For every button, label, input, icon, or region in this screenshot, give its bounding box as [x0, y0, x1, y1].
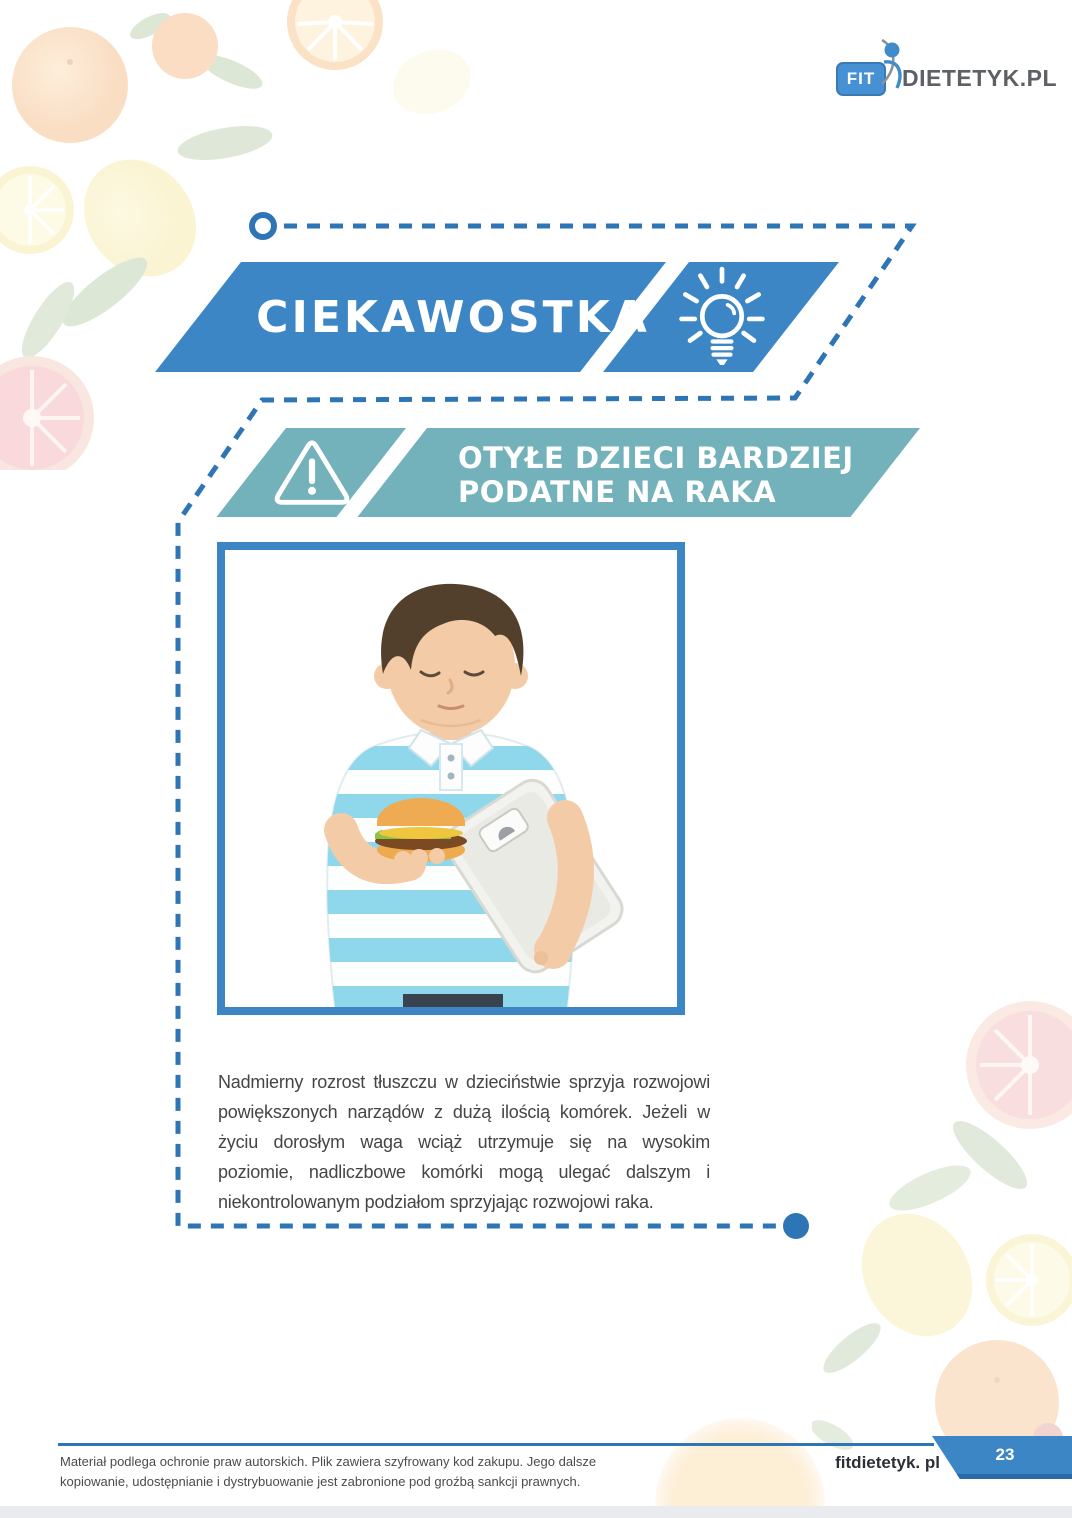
dashed-path-end-dot: [783, 1213, 809, 1239]
callout-title-line1: OTYŁE DZIECI BARDZIEJ: [458, 440, 854, 475]
boy-with-burger-and-scale-photo: [225, 550, 677, 1007]
footer-divider: [58, 1443, 934, 1446]
dashed-path-start-ring: [252, 215, 274, 237]
footer-site-name: fitdietetyk. pl: [835, 1453, 940, 1472]
ciekawostka-title: CIEKAWOSTKA: [256, 291, 650, 343]
footer-copyright-line1: Materiał podlega ochronie praw autorskich. Plik zawiera szyfrowany kod zakupu. Jego dalsze: [60, 1454, 597, 1469]
photo-frame: [217, 542, 685, 1015]
page-number: 23: [995, 1445, 1015, 1464]
page-bottom-strip: [0, 1506, 1072, 1518]
footer-copyright-line2: kopiowanie, udostępnianie i dystrybuowanie jest zabronione pod groźbą sankcji prawnych.: [60, 1474, 581, 1489]
callout-title: [458, 430, 928, 519]
logo-wordmark: DIETETYK.PL: [902, 65, 1058, 91]
article-paragraph: Nadmierny rozrost tłuszczu w dzieciństwie sprzyja rozwojowi powiększonych narządów z dużą ilością komórek. Jeżeli w życiu dorosłym waga wciąż utrzymuje się na wysokim poziomie, nadliczbowe komórki mogą ulegać dalszym i niekontrolowanym podziałom sprzyjając rozwojowi raka.: [218, 1072, 710, 1212]
warning-triangle-icon: [272, 436, 352, 510]
lightbulb-icon: [675, 265, 769, 371]
footer-copyright: [60, 1452, 660, 1492]
callout-title-line2: PODATNE NA RAKA: [458, 474, 777, 509]
logo-fit-box: FIT: [836, 62, 886, 96]
